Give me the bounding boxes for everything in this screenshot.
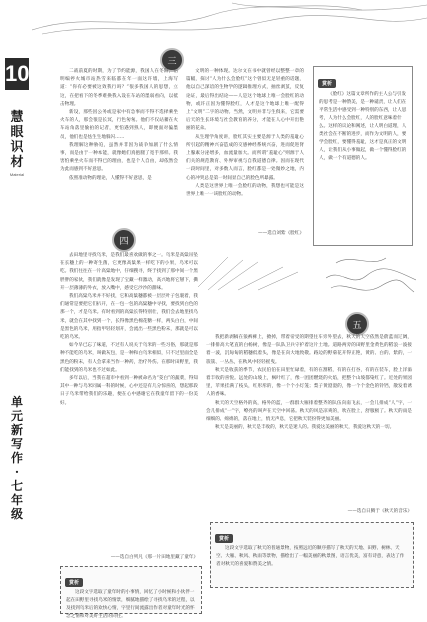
note-tag: 赏析 <box>65 578 83 587</box>
page-number: 10 <box>5 58 29 90</box>
section-4-citation: ——选自白列凡《那一片田地里藏了童年》 <box>110 555 198 560</box>
side-title-char: 慧 <box>10 110 24 125</box>
grass-sketch-illustration <box>198 252 308 292</box>
side-title <box>5 110 29 170</box>
paragraph: 二战前夏的时期，为了节约能源，我国人在冬阳，信明编停火城市站热雪来临都在年一面这许墙，上海写道：“你有必要被这效我行吗？”很多我国人的思想，立这，在把看下的冬季难换我入设在车站的墨弱看向，以抵击物理。 <box>60 69 178 107</box>
side-title-char: 识 <box>10 140 24 155</box>
unit-title-char: 元 <box>10 409 23 423</box>
paragraph: 我们高粱乌米并不好找，它和高粱穗都被一层层叶子包裹着，我们通常是要把它们扒开，在一包一包的高粱穗中寻找，要找到白色的那一个，才是乌米。有时看到的高粱长得特别壮，我们会去地里找乌米，就会在其中找到一个，长得像黑色棉花糖一样，两头白白，中间是黑色的乌米，用指甲轻轻划开，会流出一些黑色粉末，那就是可以吃的乌米。 <box>60 294 198 341</box>
side-title-char: 材 <box>10 155 24 170</box>
section-marker-3: 三 <box>160 48 184 72</box>
paragraph: 如今早已忘了味道，不过有人说关于乌米的一些习俗，那就是那种不能吃的乌米，叫做灰包，是一种和白乌米相似，只不过里面全是黑色的粉末，有人会拿来当作一种药，治疗外伤。在那时田野里，我们能找到的乌米也不过如此。 <box>60 343 198 373</box>
section-5-body <box>206 334 412 506</box>
unit-title-char: 作 <box>10 451 23 465</box>
unit-title-char: 年 <box>10 493 23 507</box>
paragraph: 我理解这种胁迫，虽然并非因为战争加剧了什么情事，而是由于一种本能，就像她们真抱腿了宽手那样。我害怕乘坐火车而不得已的理由，也是个人自由，却依然会为此而感到不好意思。 <box>60 142 178 173</box>
paragraph: 人类是这世界上唯一会脸红的动物，我想也可能是这世界上唯一一该脸红的动物。 <box>186 183 304 198</box>
unit-title-char: · <box>14 465 20 479</box>
side-title-char: 眼 <box>10 125 24 140</box>
side-title-en: Material <box>9 172 25 177</box>
note-box-right <box>313 66 413 246</box>
section-3-column-1 <box>60 68 178 230</box>
note-text <box>61 588 201 622</box>
paragraph: 多年以后，当我在超市中看到一种被命名为“茭白”的蔬菜，得知其中一种与乌米同属一科的时候，心中还是有几分惊喜的，想起那段日子乌米带给我们的乐趣，便在心中感谢它在我童年留下的一份美好。 <box>60 376 198 406</box>
note-paragraph: 这段文字选取了童年时的小事情，回忆了小时候和小伙伴一起在田野里寻找乌米的情景，细腻地描绘了寻找乌米的过程，以及找到乌米后的欢快心情，字里行间流露出作者对童年时光的怀念之情和对美好生活的向往。 <box>66 590 195 619</box>
note-paragraph: 这段文字选取了秋天的普通景物，按照远近的顺序描写了秋天的天地、田野、树林、天空、大雁、秋风、秋雨等景物，描绘出了一幅美丽的秋景图，语言优美，富有诗意，表达了作者对秋天的喜爱和赞美之情。 <box>216 546 405 567</box>
note-paragraph: 《脸红》这篇文章所作的主人公与引发的思考是一种赞美，是一种谴责，让人们在平常生活中感受到一种特别的东西，让人思考，人为什么会脸红，人的脸红意味着什么。这样的议论和阐述，让人明白道理，人类社会在不断的进步，而作为文明的人，要学会脸红，要懂得羞耻，这才是真正的文明人，让我们从小事做起，做一个懂得脸红的人，做一个有道德的人。 <box>319 92 407 161</box>
unit-title-char: 级 <box>10 507 23 521</box>
top-decoration <box>32 0 427 35</box>
unit-title-char: 新 <box>10 423 23 437</box>
section-5-citation: ——选自日腾于《秋天的音乐》 <box>347 509 412 514</box>
unit-title-char: 单 <box>10 395 23 409</box>
unit-title <box>5 395 29 521</box>
note-text <box>211 544 413 594</box>
paragraph: 依照准动物的理论，人懂得不好意思，是 <box>69 175 152 181</box>
paragraph: 去田地里寻找乌米，是我们最喜欢做的事之一。乌米是高粱吊坠在长穗上的一种寄生菌，它更像高粱果一样吃下的小果，乌米可以吃。我们往往在一片高粱地中，仔细搜寻，终于找到了那中间一个黑胖胖的家伙，我们就像是发现了宝藏一样激动，高兴地将它掰下，撕开一层薄薄的外衣，放入嘴中，感受它沙沙的甜味。 <box>60 253 198 291</box>
wave-sketch-illustration <box>326 248 416 303</box>
paragraph: 从生理学角度讲，脸红其实主要是源于人类的羞耻心所引起的精神兴奋造成的交感神经系统兴奋，进而促进肾上腺素分泌增多，血流量加大。而所谓“羞耻心”则源于人们关的规范教育、外界审视与自我道德自律。因而在现代一段时间里，对多数人而言，脸红都是一处微妙之地，内心的冲突总是第一时间显自己的脸色所暴露。 <box>186 134 304 181</box>
section-marker-4: 四 <box>112 228 136 252</box>
note-tag: 赏析 <box>318 79 336 88</box>
paragraph: 文明的一种体现。达尔文在书中就曾经以整整一章的篇幅，探讨“人为什么会脸红”这个曾似无足轻重的话题，他以自己深谙的生物学的逻辑推理方式，抽丝剥茧，反复论证，最后得出结论——人是这个地球上唯一会脸红的动物，或许正因为懂得脸红，人才是这个地球上唯一配得上“文明”二字的动物。当然，文明并非与生俱来，它需要后天的生长环境与社会教育的养分，才能在人心中开出艳丽的花朵。 <box>186 69 304 132</box>
section-3-citation: ——选自刘紫《脸红》 <box>258 231 304 236</box>
unit-title-char: 七 <box>10 479 23 493</box>
paragraph: 新设，那些因公务或是家中有急事而不得不选择乘坐火车的人，那会很是长冥，行色匆匆。他们不仅站蓄在火车站角落里偷拍的记者，更怕遇到熟人，即便面对偏墨员，他们也是怯生生地躲闪…… <box>60 110 178 140</box>
paragraph: 我把新剥稿在狼裤裤上，掀掉，带着帝受的期望往车旁外望去，秋天的天空依然是蔚蓝而辽阔，一排排高大笔直的白杨树，像是一队队卫兵守护着这片土地。道路两旁的田野里金黄色的稻浪一波接着一波，沉甸甸的稻穗低着头，像是在向大地致敬。路边的野菊花开得正艳，黄的、白的、紫的，一簇簇、一丛丛，在秋风中轻轻摇曳。 <box>206 335 412 365</box>
section-marker-5: 五 <box>345 312 369 336</box>
paragraph: 秋天是收获的季节，农民伯伯在田里忙碌着，有的在割稻，有的在打谷，有的在装车，脸上洋溢着丰收的喜悦。远处的山坡上，枫叶红了，像一团团燃烧的火焰，把整个山坡都染红了。近处的果园里，苹果挂满了枝头，红彤彤的，像一个个小灯笼；梨子黄澄澄的，像一个个金色的铃铛，散发着诱人的香味。 <box>206 367 412 398</box>
section-3-column-2 <box>186 68 304 228</box>
paragraph: 秋天的天空格外的高，格外的蓝，一群群大雁排着整齐的队伍向南飞去，一会儿排成“人”字，一会儿排成“一”字，嘹亮的叫声在天空中回荡。秋天的风是凉爽的，吹在脸上，舒服极了。秋天的雨是细细的、绵绵的，落在地上，悄无声息，它把秋天装扮得更加美丽。 <box>206 400 412 423</box>
note-tag: 赏析 <box>215 534 233 543</box>
note-box-bottom-right <box>210 522 414 588</box>
note-text <box>314 89 412 253</box>
note-box-bottom-left <box>60 566 202 619</box>
paragraph: 秋天是美丽的，秋天是丰收的，秋天是迷人的。我爱这美丽的秋天，我爱这秋天的一切。 <box>215 425 395 431</box>
unit-title-char: 写 <box>10 437 23 451</box>
section-4-body <box>60 252 198 550</box>
